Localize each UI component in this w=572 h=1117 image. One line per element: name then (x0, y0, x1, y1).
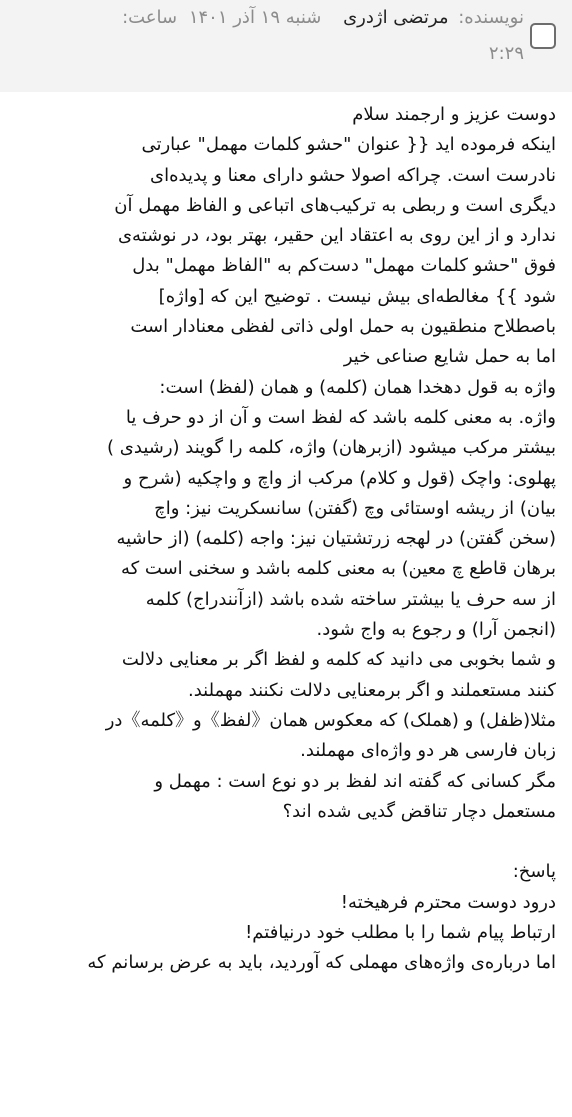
author-name: مرتضی اژدری (343, 7, 449, 28)
select-comment-checkbox[interactable] (530, 23, 556, 49)
body-line: واژه به قول دهخدا همان (کلمه) و همان (لفظ) است: (159, 376, 556, 398)
body-line: پهلوی: واچک (قول و کلام) مرکب از واچ و واچکیه (شرح و (123, 467, 556, 489)
body-line: شود }} مغالطه‌ای بیش نیست . توضیح این که [واژه] (158, 285, 556, 307)
author-label: نویسنده: (458, 7, 524, 28)
body-line: (سخن گفتن) در لهجه زرتشتیان نیز: واجه (کلمه) (از حاشیه (116, 528, 556, 550)
body-line: اما به حمل شایع صناعی خیر (343, 346, 556, 368)
body-line: ارتباط پیام شما را با مطلب خود درنیافتم! (245, 922, 556, 944)
body-line: فوق "حشو کلمات مهمل" دست‌کم به "الفاظ مهمل" بدل (132, 255, 556, 277)
body-line: و شما بخوبی می دانید که کلمه و لفظ اگر بر معنایی دلالت (121, 649, 556, 671)
body-line: مثلا(ظفل) و (هملک) که معکوس همان《لفظ》و《کلمه》در (105, 709, 556, 731)
reply-label: پاسخ: (512, 861, 556, 883)
body-line: بیان) از ریشه اوستائی وچ (گفتن) سانسکریت نیز: واچ (154, 497, 556, 519)
body-line: واژه. به معنی کلمه باشد که لفظ است و آن از دو حرف یا (125, 406, 556, 428)
comment-body (14, 100, 556, 979)
body-line: ندارد و از این روی به اعتقاد این حقیر، بهتر بود، در نوشته‌ی (117, 225, 556, 247)
body-line: اما درباره‌ی واژه‌های مهملی که آوردید، باید به عرض برسانم که (87, 952, 556, 974)
body-line: دیگری است و ربطی به ترکیب‌های اتباعی و الفاظ مهمل آن (114, 194, 556, 216)
body-line: باصطلاح منطقیون به حمل اولی ذاتی لفظی معنادار است (130, 316, 556, 338)
body-line: (انجمن آرا) و رجوع به واج شود. (316, 619, 556, 641)
body-line: مستعمل دچار تناقض گدیی شده اند؟ (282, 800, 556, 822)
body-line: بیشتر مرکب میشود (ازبرهان) واژه، کلمه را گویند (رشیدی ) (107, 437, 556, 459)
body-line: زبان فارسی هر دو واژه‌ای مهملند. (300, 740, 556, 762)
body-line: اینکه فرموده اید {{ عنوان "حشو کلمات مهمل" عبارتی (141, 134, 556, 156)
body-line: مگر کسانی که گفته اند لفظ بر دو نوع است : مهمل و (154, 770, 556, 792)
comment-time: ۲:۲۹ (488, 43, 524, 64)
body-line: نادرست است. چراکه اصولا حشو دارای معنا و پدیده‌ای (150, 164, 556, 186)
comment-header (0, 0, 572, 92)
time-label: ساعت: (122, 7, 178, 28)
body-line: کنند مستعملند و اگر برمعنایی دلالت نکنند مهملند. (188, 679, 556, 701)
body-line: دوست عزیز و ارجمند سلام (352, 104, 556, 125)
comment-meta (24, 0, 524, 92)
body-line: درود دوست محترم فرهیخته! (340, 891, 556, 913)
body-line: برهان قاطع چ معین) به معنی کلمه باشد و سخنی است که (120, 558, 556, 580)
body-line: از سه حرف یا بیشتر ساخته شده باشد (ازآنندراج) کلمه (145, 588, 556, 610)
comment-date: شنبه ۱۹ آذر ۱۴۰۱ (188, 7, 322, 28)
blank-line (14, 827, 556, 857)
